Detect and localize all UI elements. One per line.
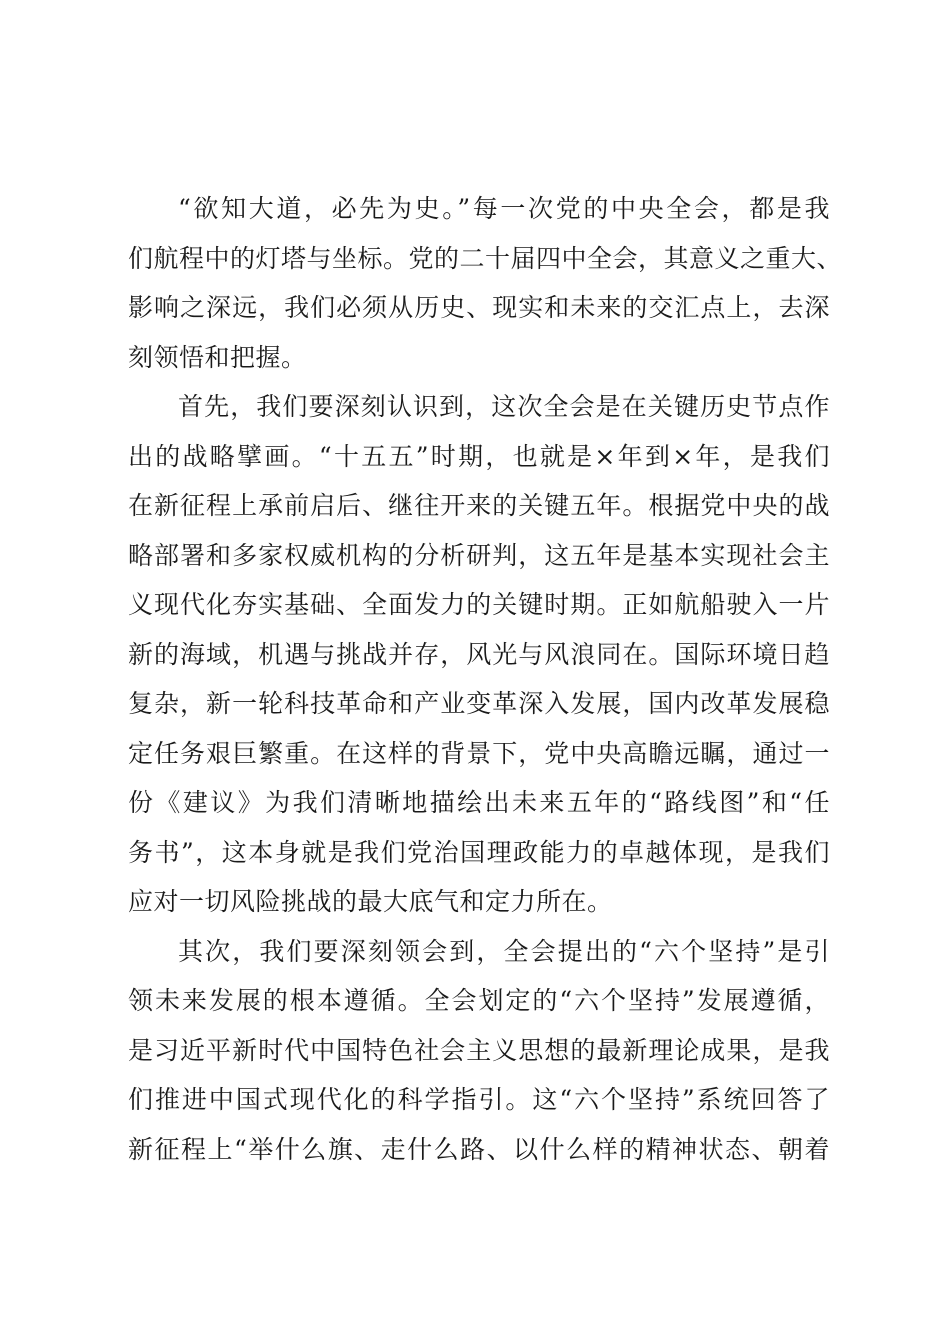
text-line: 刻领悟和把握。 [128,342,307,372]
text-line: “欲知大道，必先为史。”每一次党的中央全会，都是我 [178,194,830,223]
paragraph-3 [128,927,830,1175]
text-line: 们航程中的灯塔与坐标。党的二十届四中全会，其意义之重大、 [128,243,843,273]
paragraph-1 [128,184,843,382]
text-line: 务书”，这本身就是我们党治国理政能力的卓越体现，是我们 [128,837,830,867]
text-line: 出的战略擘画。“十五五”时期，也就是×年到×年，是我们 [128,441,830,471]
text-line: 是习近平新时代中国特色社会主义思想的最新理论成果，是我 [128,1035,830,1065]
text-line: 影响之深远，我们必须从历史、现实和未来的交汇点上，去深 [128,293,830,322]
text-line: 应对一切风险挑战的最大底气和定力所在。 [128,887,613,916]
text-line: 义现代化夯实基础、全面发力的关键时期。正如航船驶入一片 [128,590,830,619]
document-body [128,184,843,1174]
text-line: 在新征程上承前启后、继往开来的关键五年。根据党中央的战 [128,491,830,520]
text-line: 略部署和多家权威机构的分析研判，这五年是基本实现社会主 [128,540,830,570]
text-line: 份《建议》为我们清晰地描绘出未来五年的“路线图”和“任 [128,788,830,817]
text-line: 首先，我们要深刻认识到，这次全会是在关键历史节点作 [178,392,830,421]
text-line: 新的海域，机遇与挑战并存，风光与风浪同在。国际环境日趋 [128,639,830,669]
text-line: 们推进中国式现代化的科学指引。这“六个坚持”系统回答了 [128,1085,830,1114]
text-line: 新征程上“举什么旗、走什么路、以什么样的精神状态、朝着 [128,1134,830,1164]
text-line: 定任务艰巨繁重。在这样的背景下，党中央高瞻远瞩，通过一 [128,738,830,768]
paragraph-2 [128,382,830,927]
text-line: 领未来发展的根本遵循。全会划定的“六个坚持”发展遵循， [128,986,830,1015]
text-line: 其次，我们要深刻领会到，全会提出的“六个坚持”是引 [178,936,830,966]
text-line: 复杂，新一轮科技革命和产业变革深入发展，国内改革发展稳 [128,689,830,718]
